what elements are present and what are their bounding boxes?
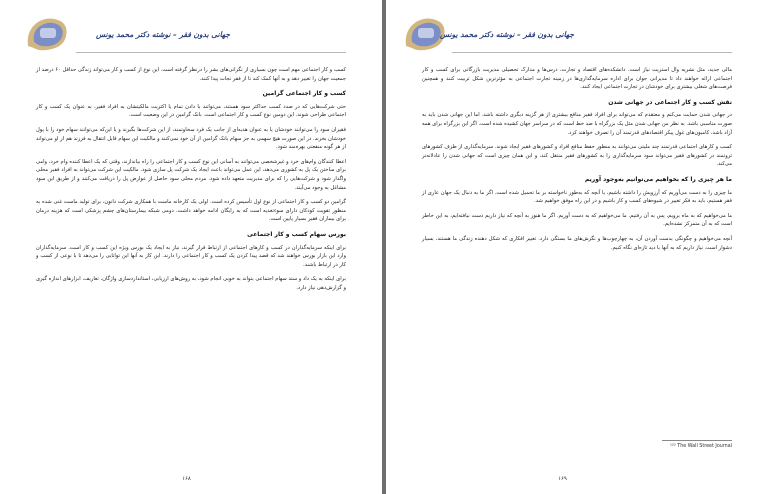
header-divider	[76, 52, 346, 53]
header-title: جهانی بدون فقر – نوشته دکتر محمد یونس	[96, 30, 231, 39]
left-page-header	[0, 12, 382, 62]
page-number: ۱۶۹	[558, 476, 567, 482]
page-number: ۱۶۸	[182, 476, 191, 482]
left-page-body	[36, 66, 346, 462]
paragraph: ما چیزی را به دست می‌آوریم که آرزویش را داشته باشیم، یا آنچه که به‌طور ناخواسته بر ما تحمیل شده است. اگر ما به دنبال یک جهان عاری از فقر هستیم، باید به فکر تغییر در شیوه‌های کسب و کار باشیم و در این راه موفق خواهیم شد.	[422, 189, 732, 205]
right-page-header	[386, 12, 768, 62]
header-divider	[452, 52, 732, 53]
paragraph: مالی جدید، مثل نشریه وال استریت نیاز است. دانشکده‌های اقتصاد و تجارت، درس‌ها و مدارک تحصیلی مدیریت بازرگانی برای کسب و کار اجتماعی ارائه خواهند داد تا مدیرانی جوان برای اداره سرمایه‌گذاری‌ها در زمینه تجارت اجتماعی به مؤثرترین شکل تربیت کنند و همچنین فرصت‌های شغلی بیشتری برای خودشان در تجارت اجتماعی ایجاد کنند.	[422, 67, 732, 91]
section-heading: کسب و کار اجتماعی گرامین	[262, 90, 346, 98]
paragraph: اعطا کنندگان وام‌های خرد و غیرشخصی می‌توانند به آسانی این نوع کسب و کار اجتماعی را راه بیاندازند، وقتی که یک اعطا کننده وام خرد، وامی برای ساختن یک پل به کشوری می‌دهد، این عمل می‌تواند باعث ایجاد یک شرکت پل سازی شود. مالکیت این شرکت می‌تواند به افراد فقیر محلی واگذار شود و شرکت‌هایی را که برای مدیریت متعهد داده شود. مردم محلی سود حاصل از عوارض پل را دریافت می‌کنند و از طریق این سود مشاغل به وجود می‌آیند.	[36, 158, 346, 191]
footnote: ¹²² The Wall Street Journal	[670, 444, 732, 449]
paragraph: ما می‌خواهیم که به ماه برویم، پس به آن رفتیم. ما می‌خواهیم که به دست آوریم. اگر ما هنوز به آنچه که نیاز داریم دست نیافته‌ایم، به این خاطر است که به آن متمرکز نشده‌ایم.	[422, 212, 732, 228]
paragraph: برای اینکه به یک داد و ستد سهام اجتماعی بتواند به خوبی انجام شود، به روش‌های ارزیابی، استانداردسازی واژگان، تعاریف، ابزارهای اندازه گیری و گزارش‌دهی نیاز دارد.	[36, 276, 346, 291]
section-heading: بورس سهام کسب و کار اجتماعی	[247, 230, 346, 238]
paragraph: در جهانی شدن حمایت می‌کنم و معتقدم که می‌تواند برای افراد فقیر منافع بیشتری از هر گزینه دیگری داشته باشد. اما این جهانی شدن باید به صورت مناسبی باشد. به نظر من جهانی شدن مثل یک بزرگراه با صد خط است که در سراسر جهان کشیده شده است. اگر این بزرگراه برای همه آزاد باشد، کامیون‌های غول پیکر اقتصادهای قدرتمند آن را تصرف خواهند کرد.	[422, 112, 732, 136]
paragraph: کسب و کار اجتماعی مهم است چون بسیاری از نگرانی‌های بشر را درنظر گرفته است. این نوع از کسب و کار می‌تواند زندگی حداقل ۶۰ درصد از جمعیت جهان را تغییر دهد و به آنها کمک کند تا از فقر نجات پیدا کنند.	[36, 67, 347, 82]
paragraph: آنچه می‌خواهیم و چگونگی بدست آوردن آن، به چهارچوب‌ها و نگرش‌های ما بستگی دارد. تغییر افکاری که شکل دهنده زندگی ما هستند، بسیار دشوار است. نیاز داریم که به آنها با دید تازه‌ای نگاه کنیم.	[422, 235, 732, 251]
section-heading: نقش کسب و کار اجتماعی در جهانی شدن	[608, 98, 732, 106]
right-page-body	[422, 66, 732, 434]
paragraph: حتی شرکت‌هایی که در صدد کسب حداکثر سود هستند، می‌توانند با دادن تمام یا اکثریت مالکیتشان به افراد فقیر، به عنوان یک کسب و کار اجتماعی طراحی شوند. این دومین نوع کسب و کار اجتماعی است. بانک گرامین در این وضعیت است.	[36, 103, 346, 119]
paragraph: برای اینکه سرمایه‌گذاران در کسب و کارهای اجتماعی از ارتباط قرار گیرند، نیاز به ایجاد یک بورس ویژه این کسب و کار است. سرمایه‌گذاران وارد این بازار بورس خواهند شد که قصد پیدا کردن یک کسب و کار اجتماعی را دارند. این کار به آنها این توانایی را می‌دهد تا با نوعی از کسب و کار در ارتباط باشند.	[36, 244, 346, 268]
section-heading: ما هر چیزی را که بخواهیم می‌توانیم به‌وجود آوریم	[584, 175, 732, 183]
paragraph: فقیران سود را می‌توانند خودشان یا به عنوان هدیه‌ای از جانب یک فرد سخاوتمند، از این شرکت‌ها بگیرند و یا این‌که می‌توانند سهام خود را با پول خودشان بخرند. در این صورت هیچ سهمی به جز سهام بانک گرامین از آن خود نمی‌کنند و مالکیت این سهام قابل انتقال به فرزند هم از او می‌تواند از هر گونه منفعتی بهره‌مند شود.	[36, 126, 346, 151]
paragraph: کسب و کارهای اجتماعی قدرتمند چند ملیتی می‌توانند به منظور حفظ منافع افراد و کشورهای فقیر ایجاد شوند. سرمایه‌گذاری از طرف کشورهای ثروتمند در کشورهای فقیر می‌تواند سود سرمایه‌گذاری را به کشورهای فقیر منتقل کند، و این همان چیزی است که جهانی شدن را عادلانه‌تر می‌کند.	[422, 144, 732, 168]
right-page	[386, 0, 768, 494]
header-title: جهانی بدون فقر – نوشته دکتر محمد یونس	[440, 30, 575, 39]
left-page	[0, 0, 382, 494]
footnote-divider	[662, 440, 732, 441]
book-logo-icon	[22, 12, 72, 56]
paragraph: گرامین دو کسب و کار اجتماعی از نوع اول تأسیس کرده است. اولی یک کارخانه ماست با همکاری شرکت دانون، برای تولید ماست غنی شده به منظور تقویت کودکان دارای سوءتغذیه است که به رایگان ادامه خواهد داشت. دومی شبکه بیمارستان‌های چشم پزشکی است که هزینه درمان برای بیماران فقیر بسیار پایین است.	[36, 199, 346, 223]
